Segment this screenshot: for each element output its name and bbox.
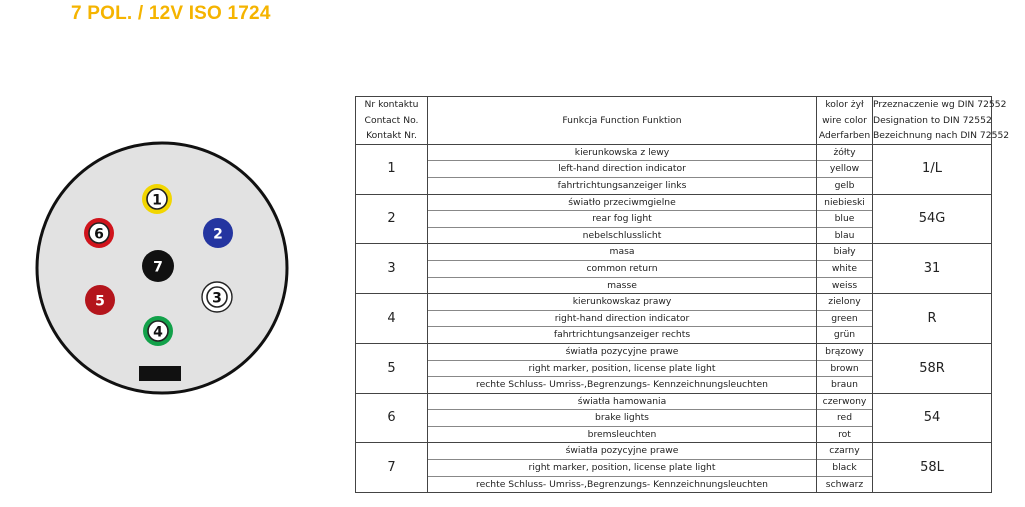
function-de: masse <box>607 279 637 291</box>
page-title: 7 POL. / 12V ISO 1724 <box>71 3 271 24</box>
wire-en: blue <box>817 211 872 228</box>
contact-number: 2 <box>356 194 428 244</box>
pin-1-label: 1 <box>152 192 162 209</box>
pin-2 <box>203 218 233 248</box>
function-de: nebelschlusslicht <box>582 229 662 241</box>
function-en: right-hand direction indicator <box>428 311 816 328</box>
table-row <box>356 393 992 443</box>
designation-cell: 31 <box>873 244 992 294</box>
function-en: rear fog light <box>428 211 816 228</box>
designation-cell: 54 <box>873 393 992 443</box>
function-cell <box>428 194 817 244</box>
function-pl: kierunkowska z lewy <box>428 145 816 162</box>
pin-4-label: 4 <box>153 324 163 341</box>
contact-number: 5 <box>356 343 428 393</box>
header-contact <box>356 97 428 145</box>
function-de: fahrtrichtungsanzeiger links <box>557 179 687 191</box>
socket-diagram <box>0 0 340 507</box>
wire-en: yellow <box>817 161 872 178</box>
pin-6 <box>84 218 114 248</box>
function-pl: światło przeciwmgielne <box>428 195 816 212</box>
header-wire-en: wire color <box>822 114 867 126</box>
pin-4 <box>143 316 173 346</box>
function-cell <box>428 343 817 393</box>
wire-de: grün <box>833 329 856 341</box>
function-pl: światła hamowania <box>428 394 816 411</box>
function-en: brake lights <box>428 410 816 427</box>
table-row <box>356 144 992 194</box>
function-cell <box>428 244 817 294</box>
wire-en: green <box>817 311 872 328</box>
header-wire-pl: kolor żył <box>825 99 864 110</box>
table-row <box>356 343 992 393</box>
wire-de: blau <box>834 229 855 241</box>
function-en: left-hand direction indicator <box>428 161 816 178</box>
function-cell <box>428 294 817 344</box>
table-row <box>356 244 992 294</box>
pin-3 <box>202 282 232 312</box>
function-pl: kierunkowskaz prawy <box>428 294 816 311</box>
function-cell <box>428 393 817 443</box>
pin-assignment-table <box>355 96 1010 493</box>
pin-3-label: 3 <box>212 290 222 307</box>
wire-de: schwarz <box>825 478 864 490</box>
function-de: rechte Schluss- Umriss-,Begrenzungs- Kennzeichnungsleuchten <box>476 379 768 391</box>
contact-number: 3 <box>356 244 428 294</box>
table-header-row <box>356 97 992 145</box>
wire-color-cell <box>817 194 873 244</box>
pin-6-label: 6 <box>94 226 104 243</box>
wire-de: rot <box>838 428 851 440</box>
contact-number: 6 <box>356 393 428 443</box>
pin-7-label: 7 <box>153 259 163 276</box>
pin-5 <box>85 285 115 315</box>
pin-2-label: 2 <box>213 226 223 243</box>
function-cell <box>428 144 817 194</box>
wire-en: white <box>817 261 872 278</box>
table-row <box>356 194 992 244</box>
socket-key-notch <box>139 366 181 381</box>
designation-cell: 1/L <box>873 144 992 194</box>
header-designation-en: Designation to DIN 72552 <box>873 114 992 126</box>
wire-de: braun <box>831 379 858 391</box>
designation-cell: R <box>873 294 992 344</box>
designation-cell: 54G <box>873 194 992 244</box>
header-contact-pl: Nr kontaktu <box>364 99 419 110</box>
header-wire <box>817 97 873 145</box>
header-wire-de: Aderfarben <box>818 130 871 142</box>
header-function: Funkcja Function Funktion <box>428 97 817 145</box>
pin-5-label: 5 <box>95 293 105 310</box>
contact-number: 4 <box>356 294 428 344</box>
wire-color-cell <box>817 144 873 194</box>
table-row <box>356 443 992 493</box>
table-row <box>356 294 992 344</box>
function-en: right marker, position, license plate light <box>428 361 816 378</box>
function-de: bremsleuchten <box>587 428 657 440</box>
wire-pl: zielony <box>817 294 872 311</box>
wire-en: brown <box>817 361 872 378</box>
wire-color-cell <box>817 294 873 344</box>
header-contact-en: Contact No. <box>364 114 419 126</box>
header-designation-pl: Przeznaczenie wg DIN 72552 <box>873 99 1007 110</box>
wire-pl: biały <box>817 244 872 261</box>
wire-pl: niebieski <box>817 195 872 212</box>
function-de: rechte Schluss- Umriss-,Begrenzungs- Kennzeichnungsleuchten <box>476 478 768 490</box>
designation-cell: 58L <box>873 443 992 493</box>
wire-de: gelb <box>834 179 855 191</box>
function-pl: światła pozycyjne prawe <box>428 344 816 361</box>
wire-color-cell <box>817 393 873 443</box>
header-designation <box>873 97 1010 145</box>
wire-pl: brązowy <box>817 344 872 361</box>
function-pl: masa <box>428 244 816 261</box>
function-en: common return <box>428 261 816 278</box>
wire-en: red <box>817 410 872 427</box>
contact-number: 1 <box>356 144 428 194</box>
wire-de: weiss <box>831 279 858 291</box>
wire-color-cell <box>817 343 873 393</box>
wire-pl: żółty <box>817 145 872 162</box>
header-contact-de: Kontakt Nr. <box>366 130 417 142</box>
function-cell <box>428 443 817 493</box>
designation-cell: 58R <box>873 343 992 393</box>
wire-color-cell <box>817 443 873 493</box>
wire-pl: czerwony <box>817 394 872 411</box>
pin-1 <box>142 184 172 214</box>
wire-color-cell <box>817 244 873 294</box>
header-designation-de: Bezeichnung nach DIN 72552 <box>873 130 1010 142</box>
function-de: fahrtrichtungsanzeiger rechts <box>553 329 691 341</box>
function-en: right marker, position, license plate light <box>428 460 816 477</box>
wire-en: black <box>817 460 872 477</box>
wire-pl: czarny <box>817 443 872 460</box>
function-pl: światła pozycyjne prawe <box>428 443 816 460</box>
pin-7 <box>142 250 174 282</box>
contact-number: 7 <box>356 443 428 493</box>
